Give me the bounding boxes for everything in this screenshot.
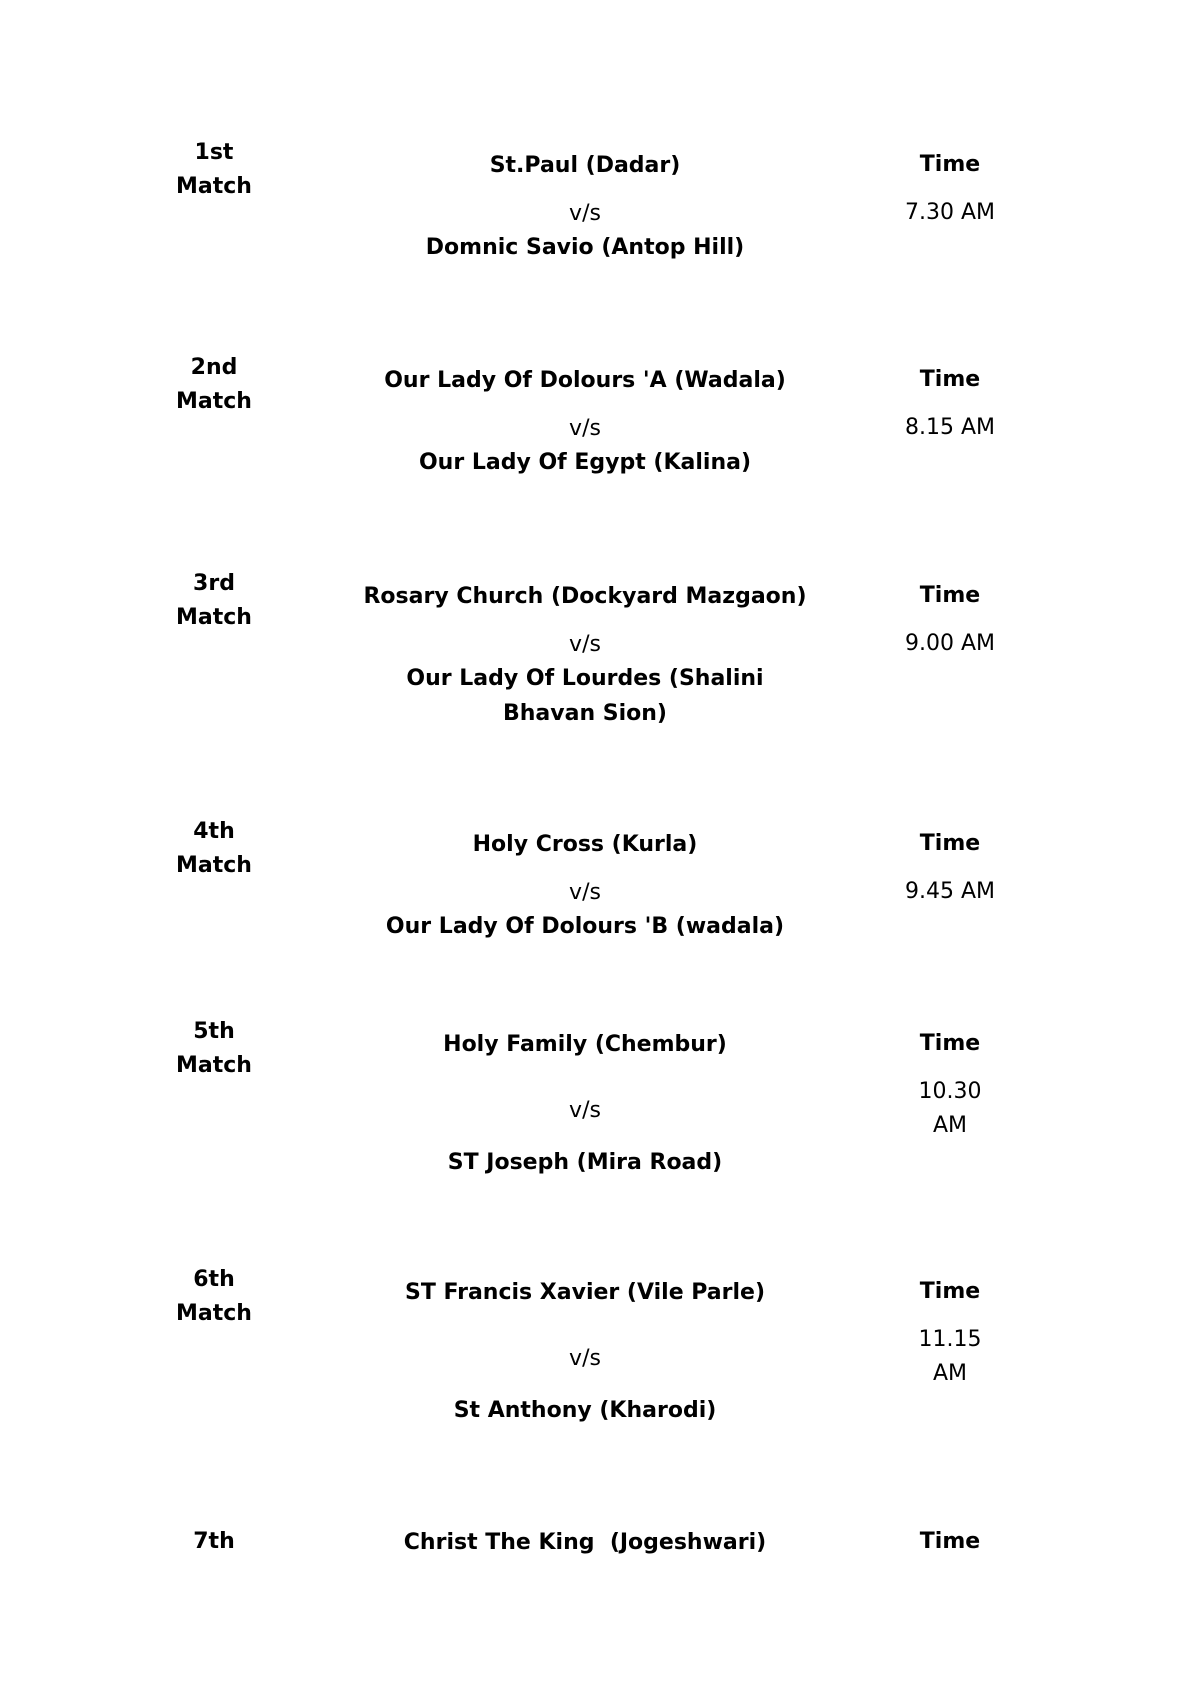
home-team: Our Lady Of Dolours 'A (Wadala) (384, 368, 786, 393)
away-team: St Anthony (Kharodi) (453, 1398, 717, 1423)
match-number-label: 1st Match (176, 140, 252, 199)
match-time: 11.15 AM (918, 1327, 982, 1386)
versus-label: v/s (569, 416, 601, 441)
versus-label: v/s (569, 632, 601, 657)
time-heading: Time (919, 1031, 981, 1056)
time-heading: Time (919, 831, 981, 856)
time-heading: Time (919, 152, 981, 177)
versus-label: v/s (569, 880, 601, 905)
time-heading: Time (919, 367, 981, 392)
match-number-label: 6th Match (176, 1267, 252, 1326)
home-team: St.Paul (Dadar) (489, 153, 681, 178)
match-number-label: 3rd Match (176, 571, 252, 630)
match-time: 10.30 AM (918, 1079, 982, 1138)
match-number-label: 2nd Match (176, 355, 252, 414)
away-team: ST Joseph (Mira Road) (447, 1150, 723, 1175)
away-team: Our Lady Of Lourdes (Shalini Bhavan Sion) (406, 666, 764, 726)
time-heading: Time (919, 1279, 981, 1304)
match-time: 8.15 AM (904, 415, 995, 440)
time-heading: Time (919, 583, 981, 608)
match-time: 9.45 AM (904, 879, 995, 904)
home-team: ST Francis Xavier (Vile Parle) (404, 1280, 766, 1305)
versus-label: v/s (569, 1098, 601, 1123)
match-number-label: 4th Match (176, 819, 252, 878)
home-team: Holy Cross (Kurla) (472, 832, 698, 857)
away-team: Our Lady Of Egypt (Kalina) (418, 450, 752, 475)
time-heading: Time (919, 1529, 981, 1554)
home-team: Christ The King (Jogeshwari) (403, 1530, 767, 1555)
versus-label: v/s (569, 201, 601, 226)
away-team: Our Lady Of Dolours 'B (wadala) (385, 914, 785, 939)
home-team: Holy Family (Chembur) (443, 1032, 727, 1057)
versus-label: v/s (569, 1346, 601, 1371)
match-time: 7.30 AM (904, 200, 995, 225)
match-time: 9.00 AM (904, 631, 995, 656)
match-number-label: 7th (193, 1529, 235, 1554)
match-number-label: 5th Match (176, 1019, 252, 1078)
home-team: Rosary Church (Dockyard Mazgaon) (363, 584, 807, 609)
away-team: Domnic Savio (Antop Hill) (425, 235, 745, 260)
